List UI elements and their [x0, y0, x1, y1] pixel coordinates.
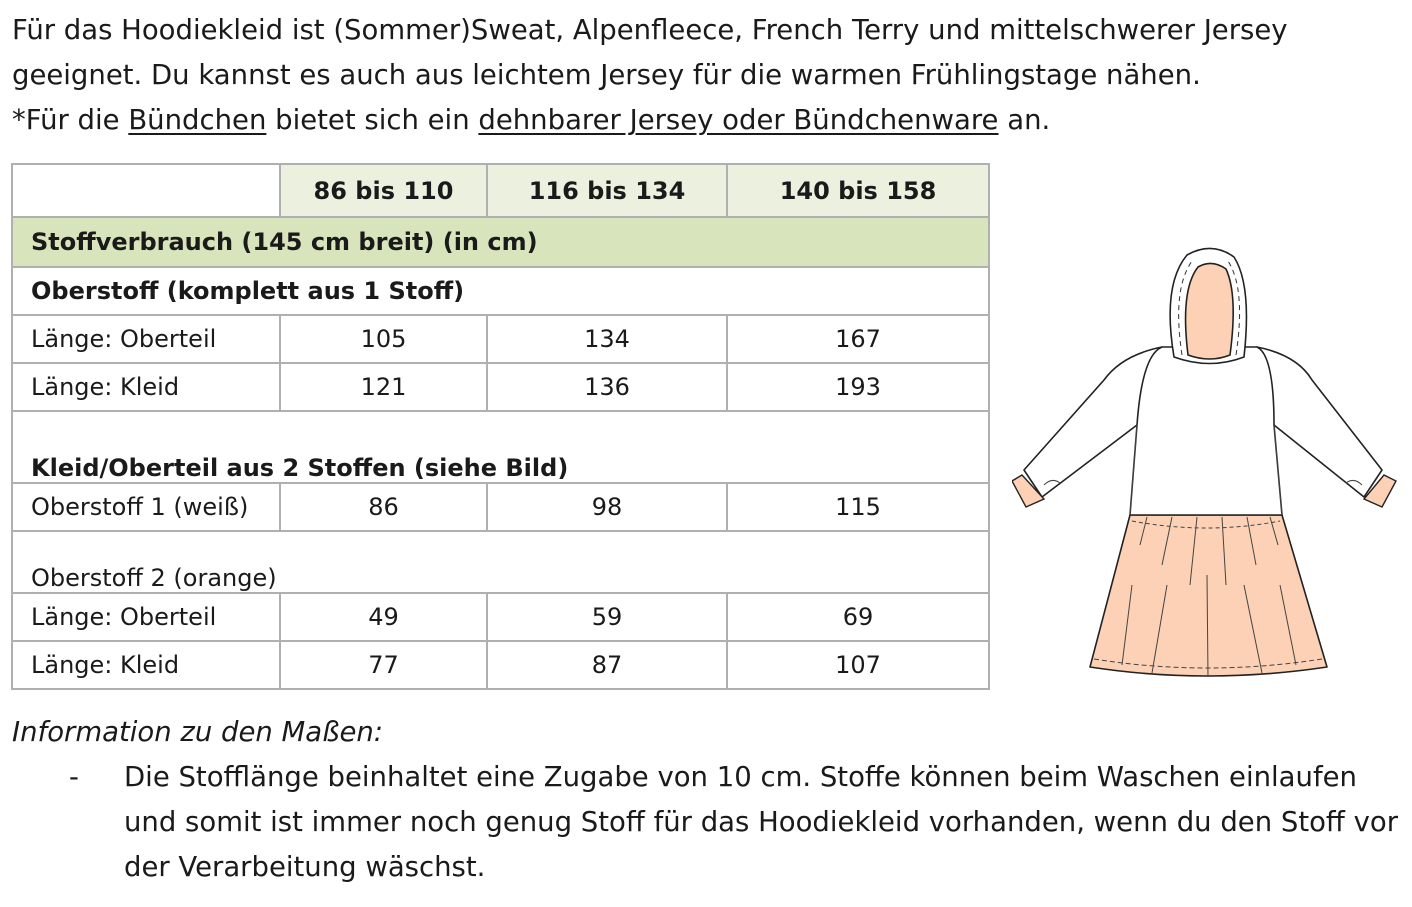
- cell-value: 115: [727, 483, 989, 531]
- cell-value: 77: [280, 641, 487, 689]
- notes-heading: Information zu den Maßen:: [12, 716, 384, 748]
- link-buendchen[interactable]: Bündchen: [128, 104, 267, 136]
- group1-title: Oberstoff (komplett aus 1 Stoff): [12, 267, 989, 315]
- intro-line-1: Für das Hoodiekleid ist (Sommer)Sweat, Alpenfleece, French Terry und mittelschwerer Jersey: [12, 14, 1288, 46]
- group-title-row: [12, 267, 989, 315]
- hoodie-dress-illustration: [1012, 245, 1407, 690]
- intro-line-2: geeignet. Du kannst es auch aus leichtem Jersey für die warmen Frühlingstage nähen.: [12, 59, 1201, 91]
- cell-value: 193: [727, 363, 989, 411]
- bullet-line-2: und somit ist immer noch genug Stoff für das Hoodiekleid vorhanden, wenn du den Stoff vor: [124, 806, 1399, 838]
- bullet-line-1: Die Stofflänge beinhaltet eine Zugabe von 10 cm. Stoffe können beim Waschen einlaufen: [124, 761, 1357, 793]
- table-row: [12, 641, 989, 689]
- notes-section: [12, 710, 1404, 890]
- bullet-line-3: der Verarbeitung wäschst.: [124, 851, 486, 883]
- intro-line-3-start: *Für die: [12, 104, 129, 136]
- cell-value: 107: [727, 641, 989, 689]
- cell-value: 136: [487, 363, 727, 411]
- cell-value: 49: [280, 593, 487, 641]
- header-empty-cell: [12, 164, 280, 217]
- table-row: [12, 483, 989, 531]
- cell-value: 134: [487, 315, 727, 363]
- cell-value: 87: [487, 641, 727, 689]
- intro-line-3-mid: bietet sich ein: [266, 104, 479, 136]
- cell-value: 121: [280, 363, 487, 411]
- section-title: Stoffverbrauch (145 cm breit) (in cm): [12, 217, 989, 267]
- table-row: [12, 363, 989, 411]
- section-title-row: [12, 217, 989, 267]
- row-label: Länge: Oberteil: [12, 593, 280, 641]
- link-dehnbarer-jersey[interactable]: dehnbarer Jersey oder Bündchenware: [478, 104, 999, 136]
- table-row: [12, 593, 989, 641]
- cell-value: 86: [280, 483, 487, 531]
- row-label: Länge: Kleid: [12, 641, 280, 689]
- cell-value: 69: [727, 593, 989, 641]
- table-header-row: [12, 164, 989, 217]
- group-title-row: [12, 531, 989, 593]
- row-label: Oberstoff 1 (weiß): [12, 483, 280, 531]
- hood-opening: [1186, 263, 1234, 359]
- cell-value: 167: [727, 315, 989, 363]
- column-header-size-1: 86 bis 110: [280, 164, 487, 217]
- skirt-shape: [1090, 515, 1327, 676]
- notes-bullet: [69, 755, 1404, 890]
- column-header-size-3: 140 bis 158: [727, 164, 989, 217]
- cell-value: 59: [487, 593, 727, 641]
- group-title-row: [12, 411, 989, 483]
- intro-line-3-end: an.: [998, 104, 1051, 136]
- row-label: Länge: Oberteil: [12, 315, 280, 363]
- column-header-size-2: 116 bis 134: [487, 164, 727, 217]
- hoodie-dress-drawing: [1012, 245, 1407, 690]
- intro-text: [12, 8, 1402, 143]
- intro-line-3: [12, 98, 1402, 143]
- bodice-shape: [1130, 347, 1282, 515]
- cell-value: 98: [487, 483, 727, 531]
- fabric-consumption-table: [11, 163, 990, 690]
- group3-title: Oberstoff 2 (orange): [12, 531, 989, 593]
- table-row: [12, 315, 989, 363]
- row-label: Länge: Kleid: [12, 363, 280, 411]
- bullet-dash: -: [69, 761, 79, 793]
- cell-value: 105: [280, 315, 487, 363]
- group2-title: Kleid/Oberteil aus 2 Stoffen (siehe Bild): [12, 411, 989, 483]
